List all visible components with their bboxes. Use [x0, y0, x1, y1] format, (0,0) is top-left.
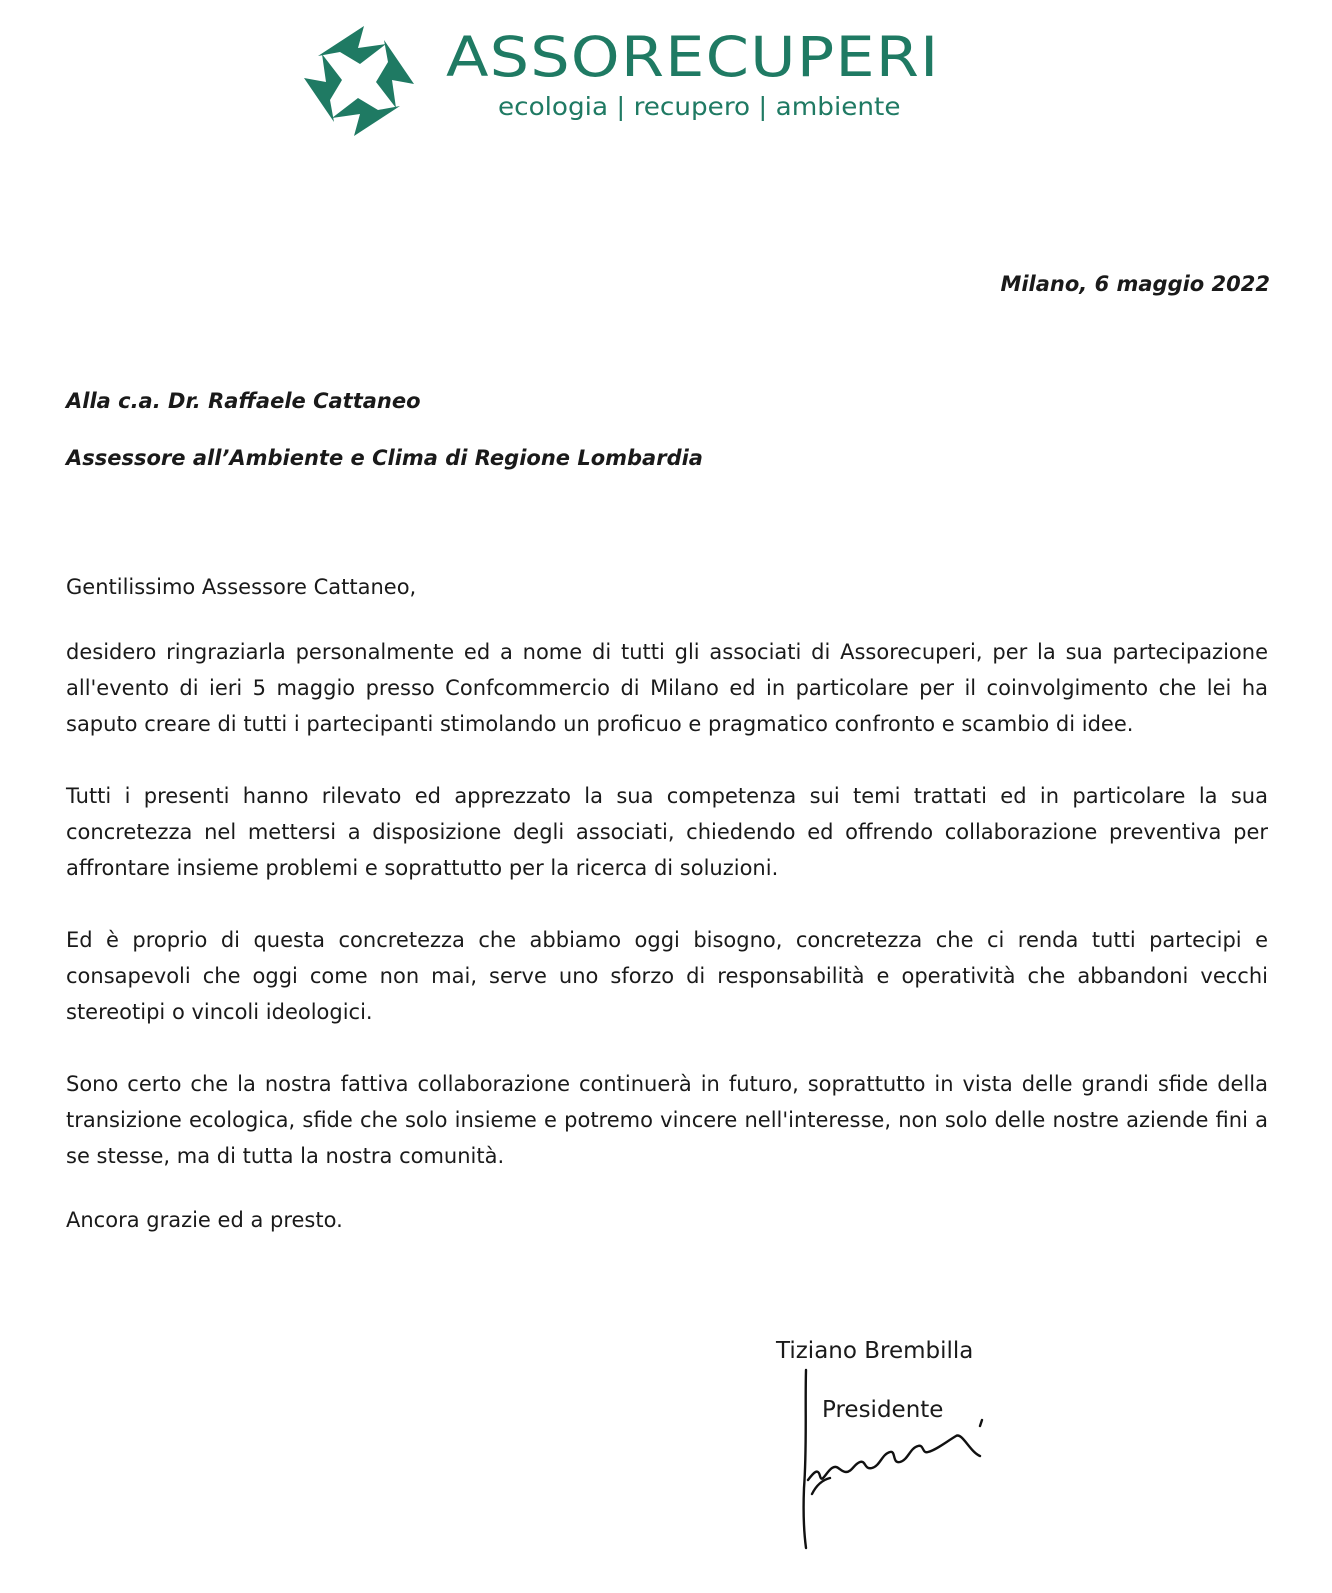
- signer-role: Presidente: [822, 1397, 944, 1423]
- letterhead: [0, 0, 1332, 150]
- salutation: Gentilissimo Assessore Cattaneo,: [66, 575, 417, 599]
- brand-tagline: ecologia | recupero | ambiente: [498, 92, 901, 121]
- recipient-line-2: Assessore all’Ambiente e Clima di Regione Lombardia: [66, 446, 703, 470]
- handwritten-signature-icon: [792, 1368, 992, 1558]
- letter-date: Milano, 6 maggio 2022: [1000, 272, 1270, 296]
- signer-name: Tiziano Brembilla: [776, 1338, 974, 1364]
- assorecuperi-logo-icon: [300, 22, 418, 140]
- body-paragraph-4: Sono certo che la nostra fattiva collaborazione continuerà in futuro, soprattutto in vista delle grandi sfide della transizione ecologica, sfide che solo insieme e potremo vincere nell'interesse, non solo delle nostre aziende fini a se stesse, ma di tutta la nostra comunità.: [66, 1072, 1268, 1168]
- brand-name: ASSORECUPERI: [446, 25, 940, 89]
- closing-line: Ancora grazie ed a presto.: [66, 1208, 343, 1232]
- body-paragraph-2: Tutti i presenti hanno rilevato ed apprezzato la sua competenza sui temi trattati ed in particolare la sua concretezza nel mettersi a disposizione degli associati, chiedendo ed offrendo collaborazione preventiva per affrontare insieme problemi e soprattutto per la ricerca di soluzioni.: [66, 784, 1268, 880]
- body-paragraph-1: desidero ringraziarla personalmente ed a nome di tutti gli associati di Assorecuperi, per la sua partecipazione all'evento di ieri 5 maggio presso Confcommercio di Milano ed in particolare per il coinvolgimento che lei ha saputo creare di tutti i partecipanti stimolando un proficuo e pragmatico confronto e scambio di idee.: [66, 640, 1268, 736]
- body-paragraph-3: Ed è proprio di questa concretezza che abbiamo oggi bisogno, concretezza che ci renda tutti partecipi e consapevoli che oggi come non mai, serve uno sforzo di responsabilità e operatività che abbandoni vecchi stereotipi o vincoli ideologici.: [66, 928, 1268, 1024]
- recipient-line-1: Alla c.a. Dr. Raffaele Cattaneo: [66, 389, 421, 413]
